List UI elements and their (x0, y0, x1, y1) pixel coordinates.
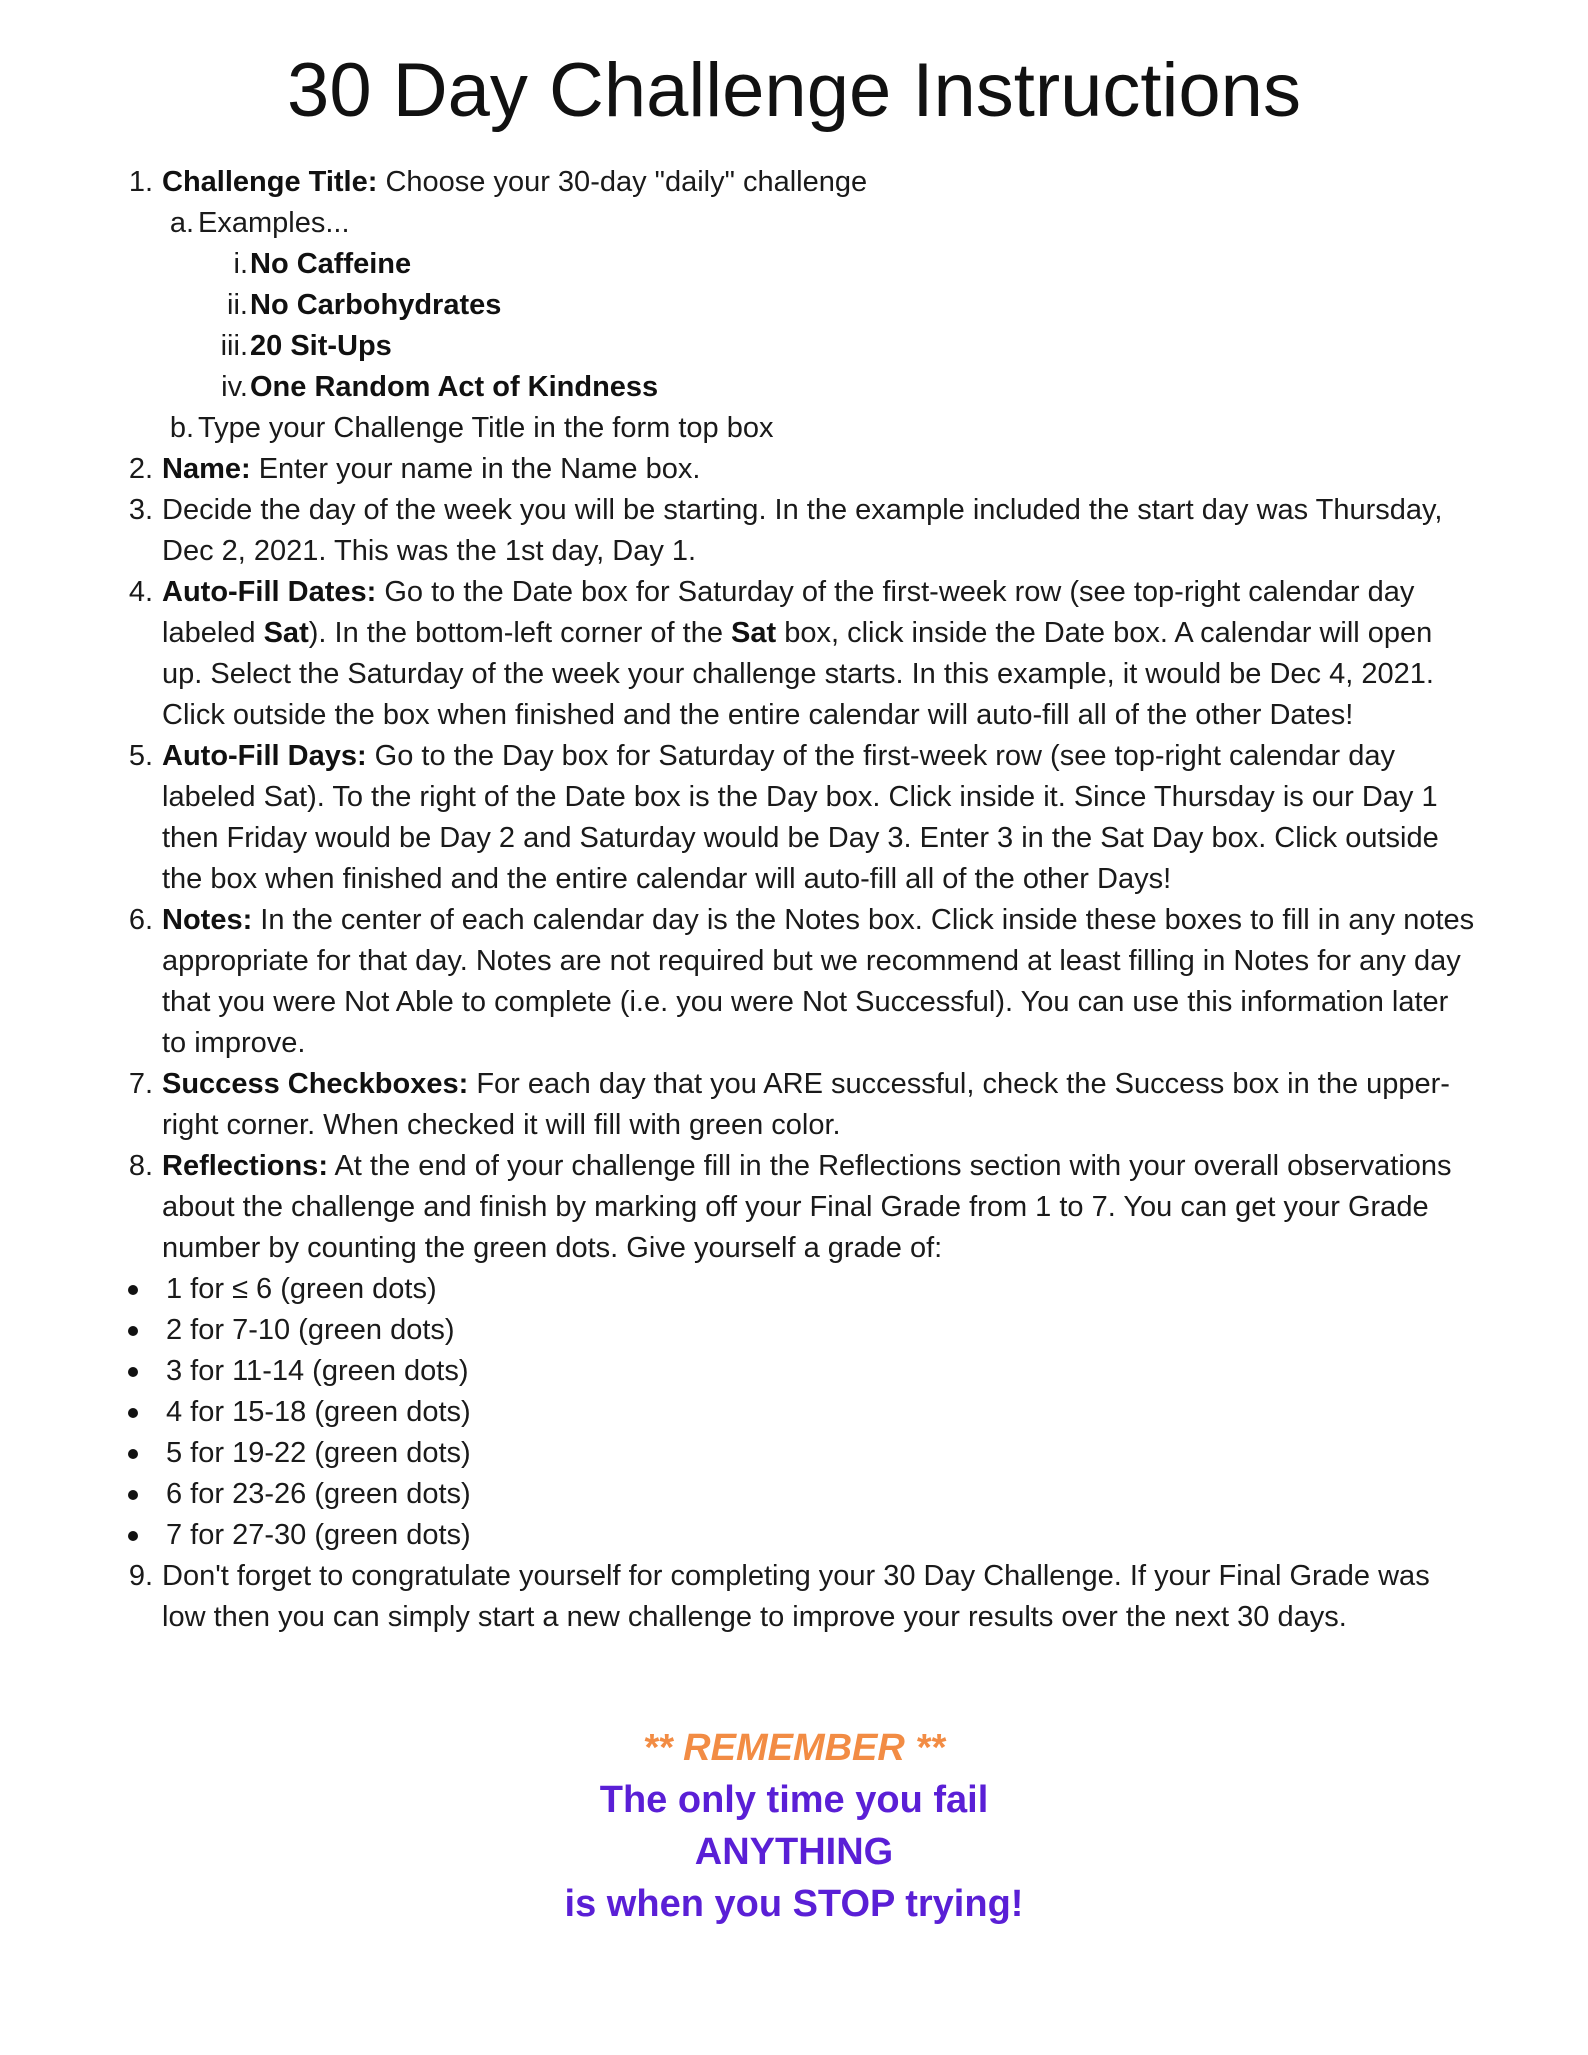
item-label: Success Checkboxes: (162, 1068, 469, 1100)
example-text: No Carbohydrates (250, 289, 502, 321)
grade-text: 1 for ≤ 6 (green dots) (166, 1273, 437, 1305)
grade-text: 7 for 27-30 (green dots) (166, 1519, 471, 1551)
item-text: In the center of each calendar day is the Notes box. Click inside these boxes to fill in any notes appropriate for that day. Notes are not required but we recommend at least filling in Notes for any day that you were Not Able to complete (i.e. you were Not Successful). You can use this information later to improve. (162, 904, 1475, 1059)
item-text: Go to the Day box for Saturday of the first-week row (see top-right calendar day labeled Sat). To the right of the Date box is the Day box. Click inside it. Since Thursday is our Day 1 then Friday would be Day 2 and Saturday would be Day 3. Enter 3 in the Sat Day box. Click outside the box when finished and the entire calendar will auto-fill all of the other Days! (162, 740, 1439, 895)
example-text: 20 Sit-Ups (250, 330, 392, 362)
item-label: Challenge Title: (162, 166, 378, 198)
example-marker: i. (233, 248, 248, 280)
item-text: For each day that you ARE successful, check the Success box in the upper-right corner. When checked it will fill with green color. (162, 1068, 1450, 1141)
grade-bullet (120, 1515, 1480, 1556)
item-text: Don't forget to congratulate yourself for completing your 30 Day Challenge. If your Final Grade was low then you can simply start a new challenge to improve your results over the next 30 days. (162, 1560, 1430, 1633)
example-text: One Random Act of Kindness (250, 371, 659, 403)
item-number: 7. (128, 1068, 153, 1100)
item-text: Enter your name in the Name box. (250, 453, 701, 485)
item-text: Go to the Date box for Saturday of the first-week row (see top-right calendar day labeled (162, 576, 1415, 649)
motto (0, 1774, 1588, 1930)
item-number: 1. (128, 166, 153, 198)
page-title: 30 Day Challenge Instructions (287, 48, 1301, 133)
item-text: box, click inside the Date box. A calendar will open up. Select the Saturday of the week your challenge starts. In this example, it would be Dec 4, 2021. Click outside the box when finished and the entire calendar will auto-fill all of the other Dates! (162, 617, 1434, 731)
item-number: 9. (128, 1560, 153, 1592)
item-label: Auto-Fill Days: (162, 740, 367, 772)
sub-item-text: Examples... (198, 207, 350, 239)
grade-bullet (120, 1392, 1480, 1433)
item-number: 5. (128, 740, 153, 772)
item-bold-text: Sat (263, 617, 309, 649)
item-label: Name: (162, 453, 251, 485)
bullet-icon (120, 1269, 146, 1295)
remember-heading: ** REMEMBER ** (643, 1727, 945, 1769)
item-text: At the end of your challenge fill in the Reflections section with your overall observations about the challenge and finish by marking off your Final Grade from 1 to 7. You can get your Grade number by counting the green dots. Give yourself a grade of: (162, 1150, 1452, 1264)
list-item-2 (120, 449, 1480, 490)
sub-item-marker: a. (169, 207, 194, 239)
list-item-8 (120, 1146, 1480, 1269)
bullet-icon (120, 1474, 146, 1500)
bullet-icon (120, 1433, 146, 1459)
list-item-3 (120, 490, 1480, 572)
item-label: Reflections: (162, 1150, 328, 1182)
item-text: Choose your 30-day "daily" challenge (377, 166, 868, 198)
grade-text: 2 for 7-10 (green dots) (166, 1314, 455, 1346)
grade-bullet (120, 1310, 1480, 1351)
sub-item-a (120, 203, 1480, 244)
sub-item-b (120, 408, 1480, 449)
item-number: 3. (128, 494, 153, 526)
motto-line: The only time you fail (599, 1779, 989, 1821)
sub-item-marker: b. (169, 412, 194, 444)
list-item-6 (120, 900, 1480, 1064)
example-item (120, 244, 1480, 285)
example-marker: iii. (220, 330, 248, 362)
list-item-4 (120, 572, 1480, 736)
grade-text: 6 for 23-26 (green dots) (166, 1478, 471, 1510)
example-text: No Caffeine (250, 248, 412, 280)
grade-text: 5 for 19-22 (green dots) (166, 1437, 471, 1469)
list-item-5 (120, 736, 1480, 900)
grade-bullet (120, 1351, 1480, 1392)
bullet-icon (120, 1310, 146, 1336)
grade-text: 4 for 15-18 (green dots) (166, 1396, 471, 1428)
example-item (120, 326, 1480, 367)
bullet-icon (120, 1515, 146, 1541)
instructions-list (120, 162, 1480, 1638)
item-label: Auto-Fill Dates: (162, 576, 377, 608)
item-number: 4. (128, 576, 153, 608)
item-text: ). In the bottom-left corner of the (308, 617, 732, 649)
example-item (120, 285, 1480, 326)
list-item-7 (120, 1064, 1480, 1146)
item-number: 8. (128, 1150, 153, 1182)
grade-text: 3 for 11-14 (green dots) (166, 1355, 469, 1387)
bullet-icon (120, 1392, 146, 1418)
sub-item-text: Type your Challenge Title in the form top box (198, 412, 774, 444)
item-number: 2. (128, 453, 153, 485)
grade-bullet (120, 1269, 1480, 1310)
item-number: 6. (128, 904, 153, 936)
list-item-1 (120, 162, 1480, 203)
bullet-icon (120, 1351, 146, 1377)
item-bold-text: Sat (731, 617, 777, 649)
example-marker: iv. (221, 371, 248, 403)
grade-bullet (120, 1474, 1480, 1515)
motto-line: is when you STOP trying! (564, 1883, 1024, 1925)
grade-bullet (120, 1433, 1480, 1474)
example-item (120, 367, 1480, 408)
example-marker: ii. (227, 289, 248, 321)
item-text: Decide the day of the week you will be starting. In the example included the start day was Thursday, Dec 2, 2021. This was the 1st day, Day 1. (162, 494, 1443, 567)
list-item-9 (120, 1556, 1480, 1638)
motto-line: ANYTHING (694, 1831, 894, 1873)
item-label: Notes: (162, 904, 253, 936)
